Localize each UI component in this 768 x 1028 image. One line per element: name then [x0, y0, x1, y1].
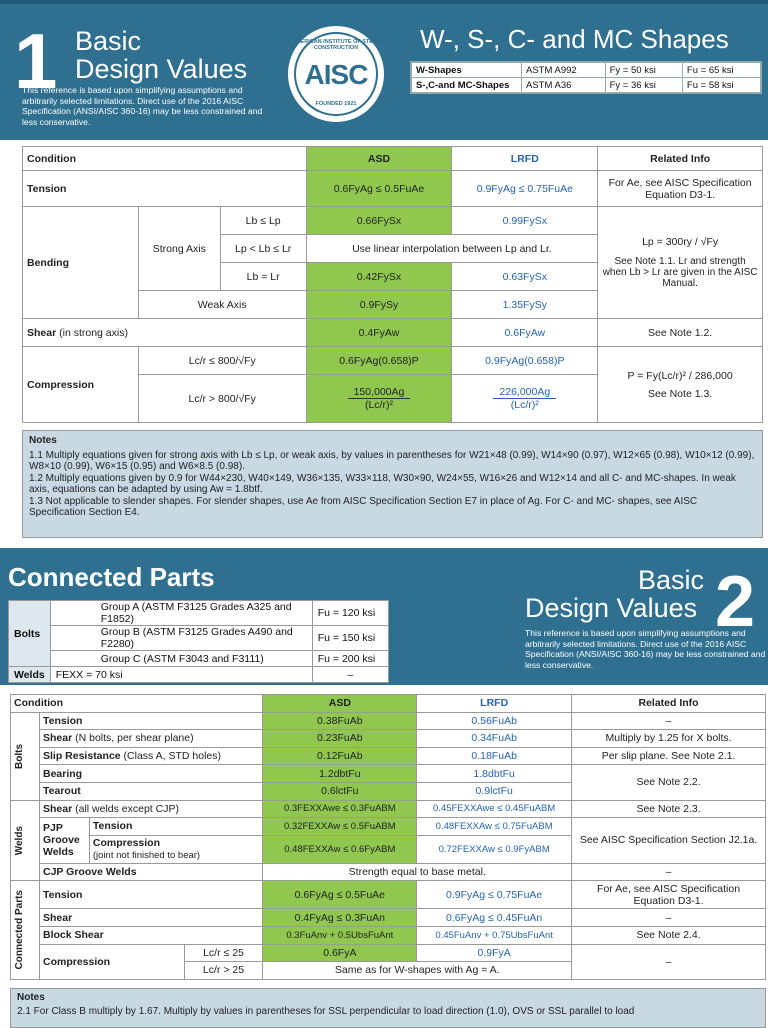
row-bending: Bending — [23, 207, 139, 319]
col-asd: ASD — [306, 147, 452, 171]
title-line-2: Design Values — [75, 54, 248, 84]
row-tension: Tension — [23, 171, 307, 207]
row-shear: Shear (in strong axis) — [23, 319, 307, 347]
strong-axis: Strong Axis — [138, 207, 220, 291]
row-compression: Compression — [23, 347, 139, 423]
notes-2: Notes 2.1 For Class B multiply by 1.67. Multiply by values in parentheses for SSL perpendicular to load direction (1.0), OVS or SSL parallel to load — [10, 988, 766, 1028]
material-row: S-,C-and MC-Shapes ASTM A36 Fy = 36 ksi Fu = 58 ksi — [412, 78, 761, 93]
header-band-1 — [0, 0, 768, 140]
material-row: W-Shapes ASTM A992 Fy = 50 ksi Fu = 65 ksi — [412, 63, 761, 78]
shapes-title: W-, S-, C- and MC Shapes — [420, 24, 729, 54]
title2-line-1: Basic — [638, 565, 705, 595]
design-values-table-2: Condition ASD LRFD Related Info Bolts Tension 0.38FuAb 0.56FuAb – Shear (N bolts, per shear plane) 0.23FuAb 0.34FuAb Multiply by 1.25 for X bolts. Slip Resistance (Class A, STD holes) 0.12FuAb 0.18FuAb Per slip plane. See Note 2.1. Bearing 1.2dbtFu 1.8dbtFu See Note 2.2. Tearout 0.6lctFu 0.9lctFu Welds Shear (all welds except CJP) 0.3FEXXAwe ≤ 0.3FuABM 0.45FEXXAwe ≤ 0.45FuABM See Note 2.3. PJP Groove Welds Tension 0.32FEXXAw ≤ 0.5FuABM 0.48FEXXAw ≤ 0.75FuABM See AISC Specification Section J2.1a. Compression (joint not finished to bear) 0.48FEXXAw ≤ 0.6FyABM 0.72FEXXAw ≤ 0.9FyABM CJP Groove Welds Strength equal to base metal. – Connected Parts Tension 0.6FyAg ≤ 0.5FuAe 0.9FyAg ≤ 0.75FuAe For Ae, see AISC Specification Equation D3-1. Shear 0.4FyAg ≤ 0.3FuAn 0.6FyAg ≤ 0.45FuAn – Block Shear 0.3FuAnv + 0.5UbsFuAnt 0.45FuAnv + 0.75UbsFuAnt See Note 2.4. Compression Lc/r ≤ 25 0.6FyA 0.9FyA – Lc/r > 25 Same as for W-shapes with Ag = A. — [10, 694, 766, 980]
notes-1: Notes 1.1 Multiply equations given for strong axis with Lb ≤ Lp, or weak axis, by values in parentheses for W21×48 (0.99), W14×90 (0.97), W12×65 (0.98), W10×12 (0.99), W8×10 (0.99), W6×15 (0.95) and W6×8.5 (0.98). 1.2 Multiply equations given by 0.9 for W44×230, W40×149, W36×135, W33×118, W30×90, W24×55, W16×26 and W12×14 and all C- and MC-shapes. In weak axis, equations can be adapted by using Aw = 1.8btf. 1.3 Not applicable to slender shapes. For slender shapes, use Ae from AISC Specification Section E7 in place of Ag. For C- and MC- shapes, see AISC Specification Section E4. — [22, 430, 763, 538]
intro-text: This reference is based upon simplifying assumptions and arbitrarily selected limitations. Direct use of the 2016 AISC Specification (ANSI/AISC 360-16) may be less constrained and less conservative. — [22, 85, 263, 127]
bolts-welds-table: Bolts Group A (ASTM F3125 Grades A325 and F1852) Fu = 120 ksi Group B (ASTM F3125 Grades A490 and F2280) Fu = 150 ksi Group C (ASTM F3043 and F3111) Fu = 200 ksi Welds FEXX = 70 ksi – — [8, 600, 389, 683]
group-welds: Welds — [11, 800, 40, 881]
logo-top-text: AMERICAN INSTITUTE OF STEEL CONSTRUCTION — [292, 39, 380, 51]
col-info: Related Info — [598, 147, 763, 171]
connected-parts-title: Connected Parts — [8, 562, 215, 592]
header-band-2 — [0, 548, 768, 685]
group-connected-parts: Connected Parts — [11, 881, 40, 979]
bending-info: Lp = 300ry / √Fy See Note 1.1. Lr and strength when Lb > Lr are given in the AISC Manual. — [598, 207, 763, 319]
compression-info: P = Fy(Lc/r)² / 286,000 See Note 1.3. — [598, 347, 763, 423]
col-lrfd: LRFD — [452, 147, 598, 171]
design-values-table-1: Condition ASD LRFD Related Info Tension 0.6FyAg ≤ 0.5FuAe 0.9FyAg ≤ 0.75FuAe For Ae, see AISC Specification Equation D3-1. Bending Strong Axis Lb ≤ Lp 0.66FySx 0.99FySx Lp = 300ry / √Fy See Note 1.1. Lr and strength when Lb > Lr are given in the AISC Manual. Lp < Lb ≤ Lr Use linear interpolation between Lp and Lr. Lb = Lr 0.42FySx 0.63FySx Weak Axis 0.9FySy 1.35FySy Shear (in strong axis) 0.4FyAw 0.6FyAw See Note 1.2. Compression Lc/r ≤ 800/√Fy 0.6FyAg(0.658)P 0.9FyAg(0.658)P P = Fy(Lc/r)² / 286,000 See Note 1.3. Lc/r > 800/√Fy 150,000Ag (Lc/r)² 226,000Ag (Lc/r)² — [22, 146, 763, 423]
logo-center: AISC — [304, 59, 368, 90]
logo-bottom-text: FOUNDED 1921 — [315, 101, 357, 107]
title2-line-2: Design Values — [525, 593, 698, 623]
aisc-logo — [288, 26, 384, 122]
col-condition: Condition — [23, 147, 307, 171]
section-number: 1 — [14, 17, 58, 105]
intro-text-2: This reference is based upon simplifying assumptions and arbitrarily selected limitations. Direct use of the 2016 AISC Specification (ANSI/AISC 360-16) may be less constrained and less conservative. — [525, 628, 766, 670]
title-line-1: Basic — [75, 26, 142, 56]
weak-axis: Weak Axis — [138, 291, 306, 319]
section-number-2: 2 — [715, 562, 756, 642]
materials-table — [410, 61, 762, 94]
group-bolts: Bolts — [11, 712, 40, 800]
